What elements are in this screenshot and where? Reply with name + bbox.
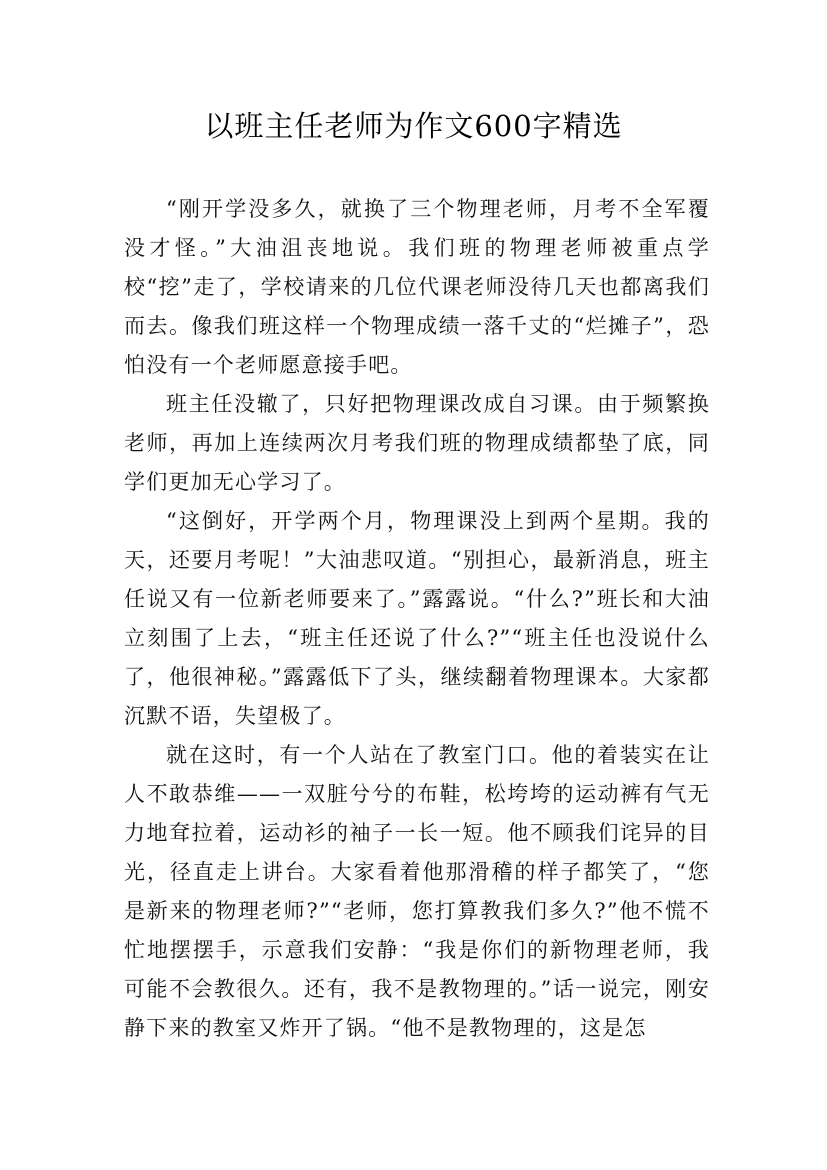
paragraph: “刚开学没多久，就换了三个物理老师，月考不全军覆没才怪。”大油沮丧地说。我们班的物理老师被重点学校“挖”走了，学校请来的几位代课老师没待几天也都离我们而去。像我们班这样一个物理成绩一落千丈的“烂摊子”，恐怕没有一个老师愿意接手吧。 [124,197,710,377]
document-title: 以班主任老师为作文600字精选 [204,109,623,143]
paragraph: 就在这时，有一个人站在了教室门口。他的着装实在让人不敢恭维——一双脏兮兮的布鞋，松垮垮的运动裤有气无力地耷拉着，运动衫的袖子一长一短。他不顾我们诧异的目光，径直走上讲台。大家看着他那滑稽的样子都笑了，“您是新来的物理老师?”“老师，您打算教我们多久?”他不慌不忙地摆摆手，示意我们安静：“我是你们的新物理老师，我可能不会教很久。还有，我不是教物理的。”话一说完，刚安静下来的教室又炸开了锅。“他不是教物理的，这是怎 [124,743,710,1040]
paragraph: “这倒好，开学两个月，物理课没上到两个星期。我的天，还要月考呢！”大油悲叹道。“别担心，最新消息，班主任说又有一位新老师要来了。”露露说。“什么?”班长和大油立刻围了上去，“班主任还说了什么?”“班主任也没说什么了，他很神秘。”露露低下了头，继续翻着物理课本。大家都沉默不语，失望极了。 [124,509,710,728]
paragraph: 班主任没辙了，只好把物理课改成自习课。由于频繁换老师，再加上连续两次月考我们班的物理成绩都垫了底，同学们更加无心学习了。 [124,392,710,494]
document-body [124,190,710,1048]
